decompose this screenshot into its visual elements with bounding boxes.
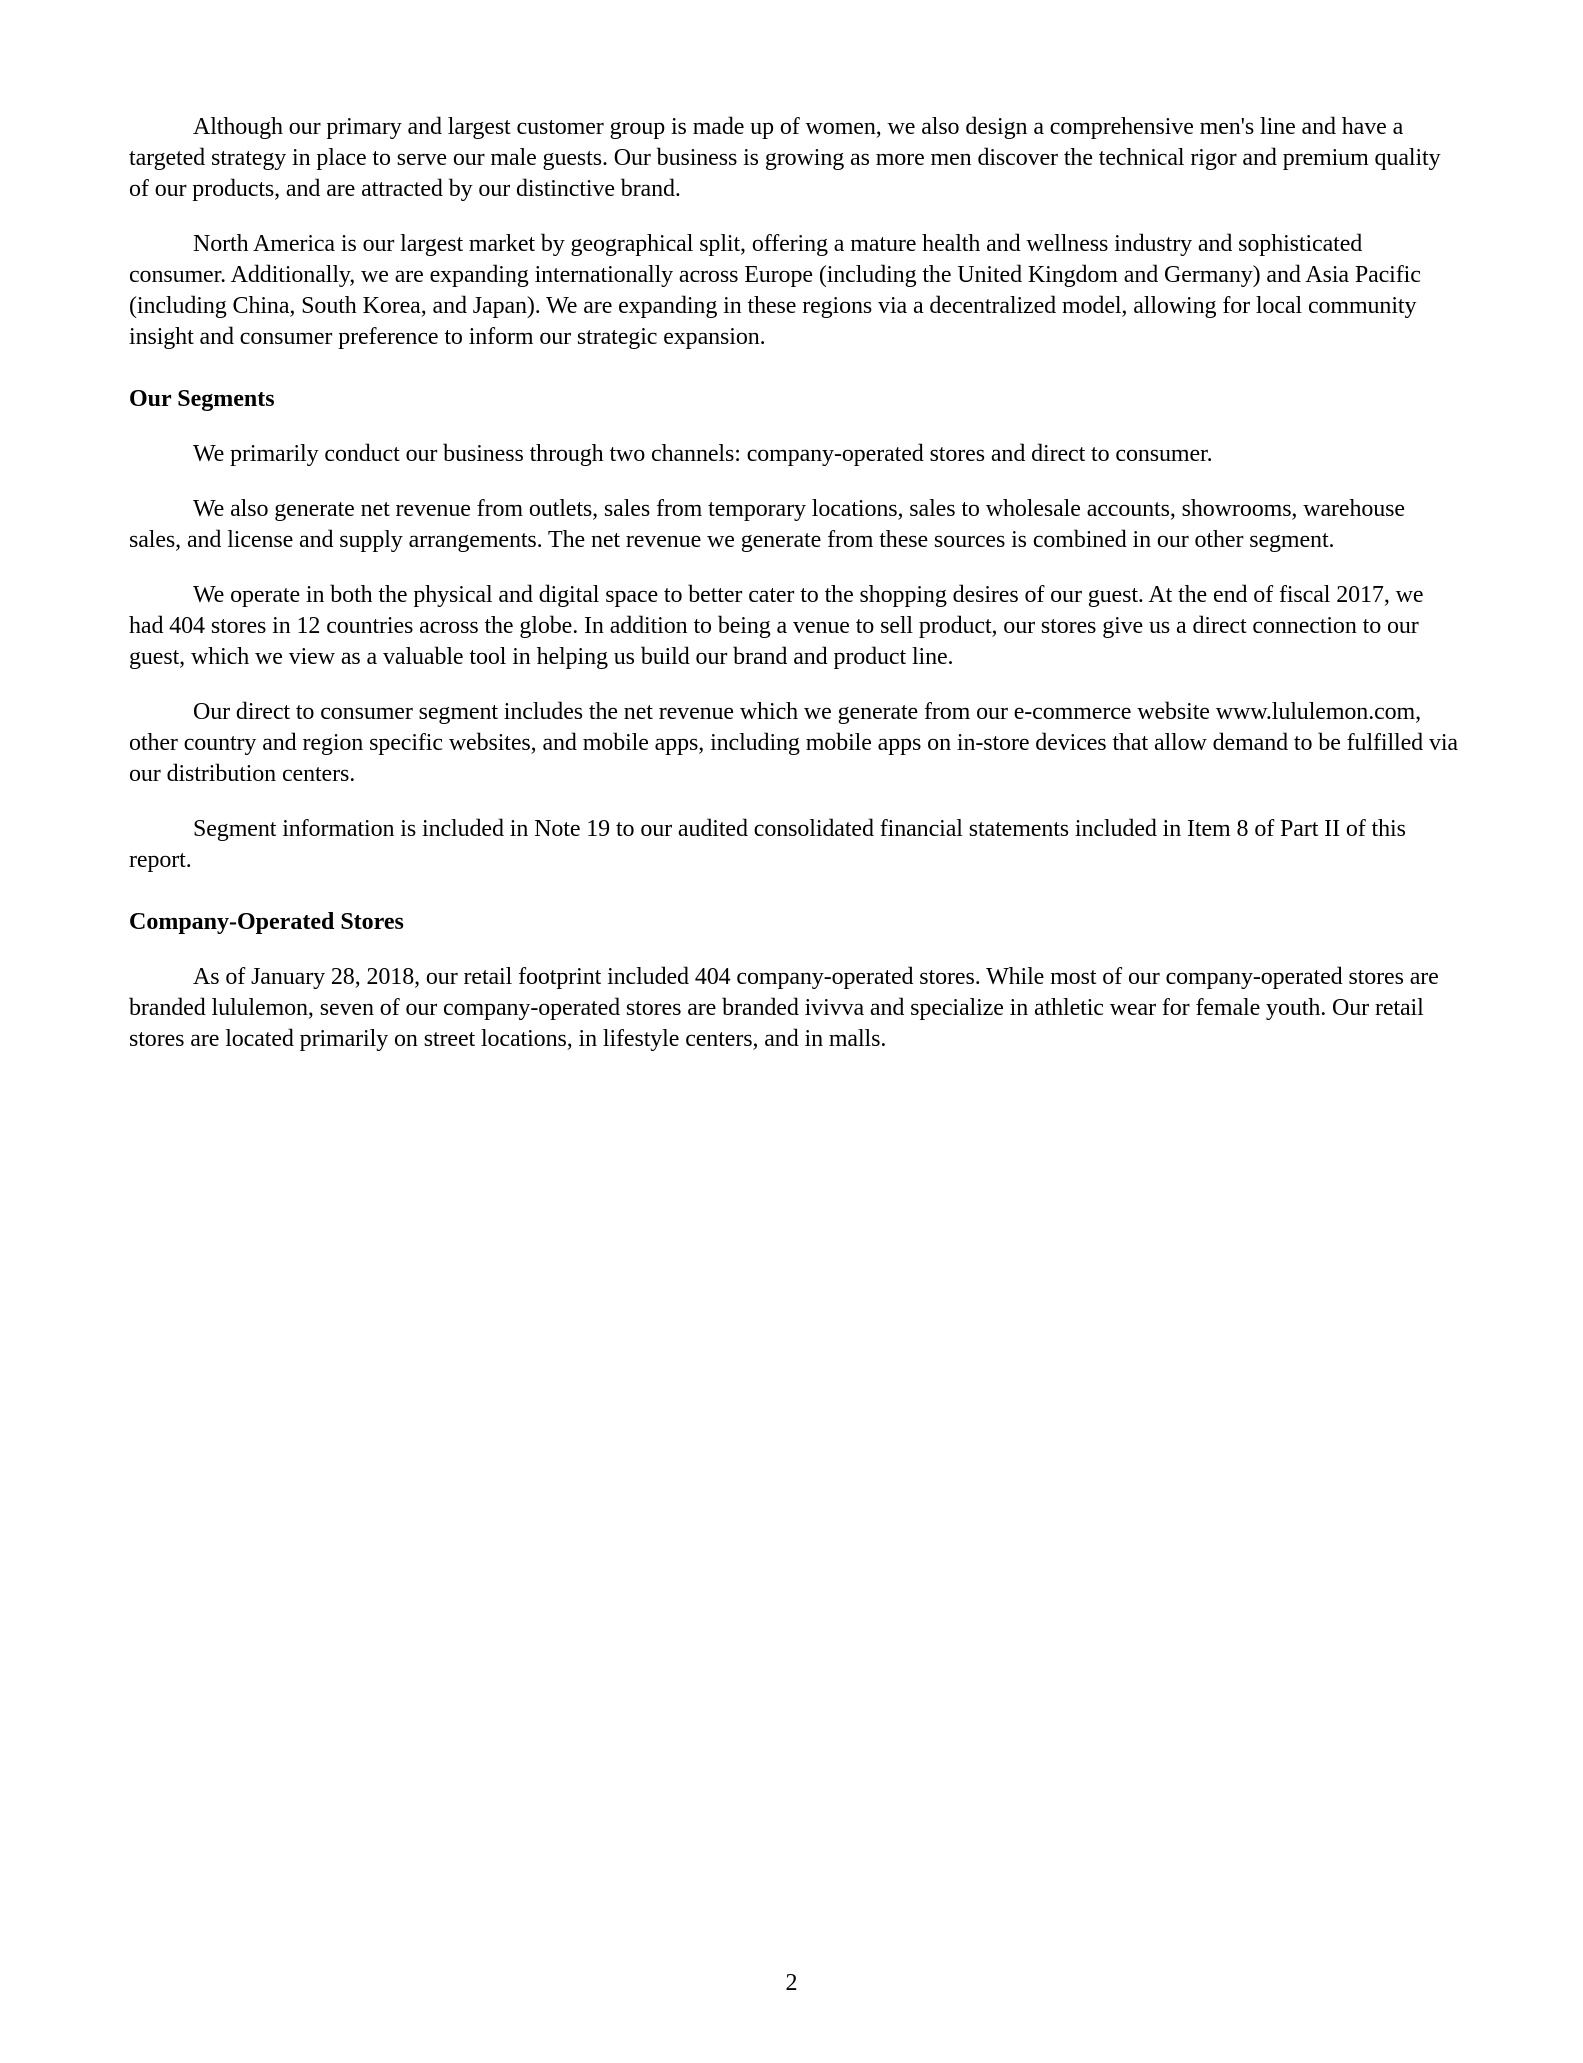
- paragraph-other-segment: We also generate net revenue from outlets, sales from temporary locations, sales to wholesale accounts, showrooms, warehouse sales, and license and supply arrangements. The net revenue we generate from these sources is combined in our other segment.: [129, 496, 1405, 553]
- paragraph-physical-digital: We operate in both the physical and digital space to better cater to the shopping desires of our guest. At the end of fiscal 2017, we had 404 stores in 12 countries across the globe. In addition to being a venue to sell product, our stores give us a direct connection to our guest, which we view as a valuable tool in helping us build our brand and product line.: [129, 582, 1424, 670]
- document-page: [129, 112, 1459, 1079]
- section-heading-company-operated-stores: Company-Operated Stores: [129, 909, 404, 935]
- section-heading-our-segments: Our Segments: [129, 386, 275, 412]
- paragraph-mens-line: Although our primary and largest customer group is made up of women, we also design a comprehensive men's line and have a targeted strategy in place to serve our male guests. Our business is growing as more men discover the technical rigor and premium quality of our products, and are attracted by our distinctive brand.: [129, 114, 1441, 202]
- paragraph-two-channels: We primarily conduct our business through two channels: company-operated stores and direct to consumer.: [193, 441, 1213, 467]
- paragraph-segment-information: Segment information is included in Note 19 to our audited consolidated financial statements included in Item 8 of Part II of this report.: [129, 816, 1406, 873]
- page-number: 2: [785, 1970, 798, 1996]
- paragraph-retail-footprint: As of January 28, 2018, our retail footprint included 404 company-operated stores. While most of our company-operated stores are branded lululemon, seven of our company-operated stores are branded ivivva and specialize in athletic wear for female youth. Our retail stores are located primarily on street locations, in lifestyle centers, and in malls.: [129, 964, 1439, 1052]
- paragraph-geographic-markets: North America is our largest market by geographical split, offering a mature health and wellness industry and sophisticated consumer. Additionally, we are expanding internationally across Europe (including the United Kingdom and Germany) and Asia Pacific (including China, South Korea, and Japan). We are expanding in these regions via a decentralized model, allowing for local community insight and consumer preference to inform our strategic expansion.: [129, 231, 1421, 350]
- paragraph-direct-to-consumer: Our direct to consumer segment includes the net revenue which we generate from our e-commerce website www.lululemon.com, other country and region specific websites, and mobile apps, including mobile apps on in-store devices that allow demand to be fulfilled via our distribution centers.: [129, 699, 1458, 787]
